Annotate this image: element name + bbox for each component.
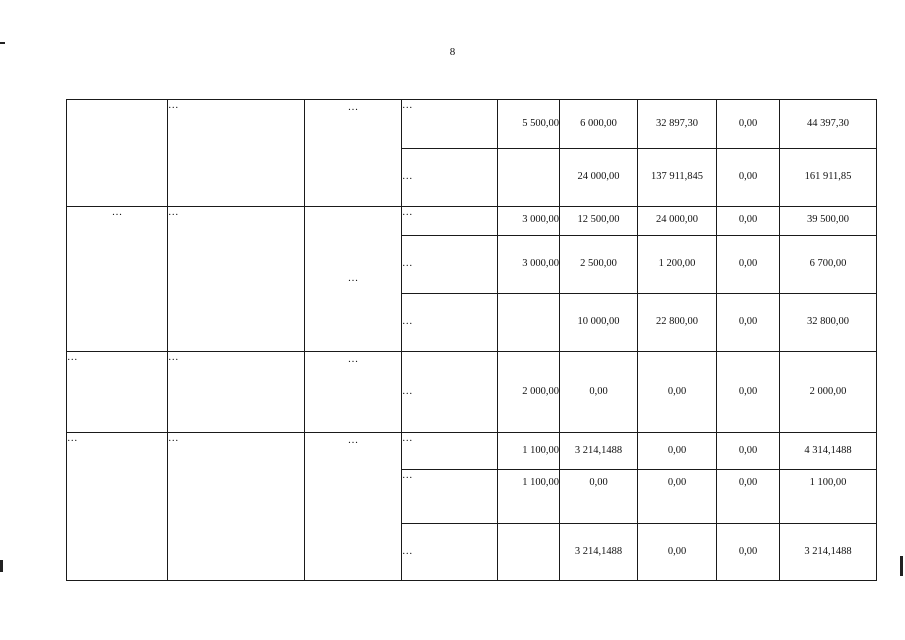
value-cell bbox=[498, 294, 560, 352]
value-cell: 24 000,00 bbox=[638, 207, 717, 236]
value-cell: 0,00 bbox=[717, 294, 780, 352]
value-cell: 0,00 bbox=[717, 352, 780, 433]
source-cell: … bbox=[402, 433, 498, 470]
value-cell: 1 100,00 bbox=[498, 470, 560, 524]
value-cell bbox=[498, 524, 560, 581]
total-cell: 161 911,85 bbox=[780, 149, 877, 207]
value-cell: 0,00 bbox=[638, 352, 717, 433]
value-cell: 3 214,1488 bbox=[560, 433, 638, 470]
value-cell: 0,00 bbox=[638, 470, 717, 524]
value-cell: 24 000,00 bbox=[560, 149, 638, 207]
activity-cell: … bbox=[67, 207, 168, 352]
executor-cell: … bbox=[305, 352, 402, 433]
value-cell: 2 000,00 bbox=[498, 352, 560, 433]
source-cell: … bbox=[402, 207, 498, 236]
description-cell: … bbox=[168, 207, 305, 352]
total-cell: 3 214,1488 bbox=[780, 524, 877, 581]
value-cell: 0,00 bbox=[717, 236, 780, 294]
source-cell: … bbox=[402, 236, 498, 294]
activity-cell bbox=[67, 100, 168, 207]
description-cell: … bbox=[168, 352, 305, 433]
table-row bbox=[67, 433, 877, 470]
total-cell: 4 314,1488 bbox=[780, 433, 877, 470]
total-cell: 1 100,00 bbox=[780, 470, 877, 524]
value-cell: 2 500,00 bbox=[560, 236, 638, 294]
source-cell: … bbox=[402, 149, 498, 207]
description-cell: … bbox=[168, 433, 305, 581]
executor-cell: … bbox=[305, 433, 402, 581]
source-cell: … bbox=[402, 470, 498, 524]
description-cell: … bbox=[168, 100, 305, 207]
table-row bbox=[67, 207, 877, 236]
budget-table bbox=[66, 99, 877, 581]
value-cell: 137 911,845 bbox=[638, 149, 717, 207]
value-cell: 0,00 bbox=[717, 207, 780, 236]
left-scan-mark bbox=[0, 560, 3, 572]
executor-cell: … bbox=[305, 207, 402, 352]
page-number: 8 bbox=[449, 46, 456, 58]
source-cell: … bbox=[402, 352, 498, 433]
value-cell: 0,00 bbox=[638, 524, 717, 581]
table-row bbox=[67, 352, 877, 433]
value-cell: 1 200,00 bbox=[638, 236, 717, 294]
value-cell: 3 000,00 bbox=[498, 207, 560, 236]
value-cell: 3 214,1488 bbox=[560, 524, 638, 581]
executor-cell: … bbox=[305, 100, 402, 207]
right-scan-mark bbox=[900, 556, 903, 576]
total-cell: 6 700,00 bbox=[780, 236, 877, 294]
value-cell bbox=[498, 149, 560, 207]
value-cell: 0,00 bbox=[717, 524, 780, 581]
total-cell: 32 800,00 bbox=[780, 294, 877, 352]
value-cell: 0,00 bbox=[717, 470, 780, 524]
value-cell: 0,00 bbox=[717, 433, 780, 470]
value-cell: 1 100,00 bbox=[498, 433, 560, 470]
total-cell: 44 397,30 bbox=[780, 100, 877, 149]
left-scan-mark bbox=[0, 42, 5, 44]
value-cell: 0,00 bbox=[638, 433, 717, 470]
total-cell: 39 500,00 bbox=[780, 207, 877, 236]
activity-cell: … bbox=[67, 433, 168, 581]
value-cell: 0,00 bbox=[560, 352, 638, 433]
value-cell: 12 500,00 bbox=[560, 207, 638, 236]
value-cell: 0,00 bbox=[717, 100, 780, 149]
value-cell: 10 000,00 bbox=[560, 294, 638, 352]
table-row bbox=[67, 100, 877, 149]
source-cell: … bbox=[402, 100, 498, 149]
value-cell: 6 000,00 bbox=[560, 100, 638, 149]
total-cell: 2 000,00 bbox=[780, 352, 877, 433]
value-cell: 0,00 bbox=[717, 149, 780, 207]
source-cell: … bbox=[402, 524, 498, 581]
activity-cell: … bbox=[67, 352, 168, 433]
value-cell: 32 897,30 bbox=[638, 100, 717, 149]
source-cell: … bbox=[402, 294, 498, 352]
value-cell: 22 800,00 bbox=[638, 294, 717, 352]
value-cell: 5 500,00 bbox=[498, 100, 560, 149]
value-cell: 0,00 bbox=[560, 470, 638, 524]
value-cell: 3 000,00 bbox=[498, 236, 560, 294]
